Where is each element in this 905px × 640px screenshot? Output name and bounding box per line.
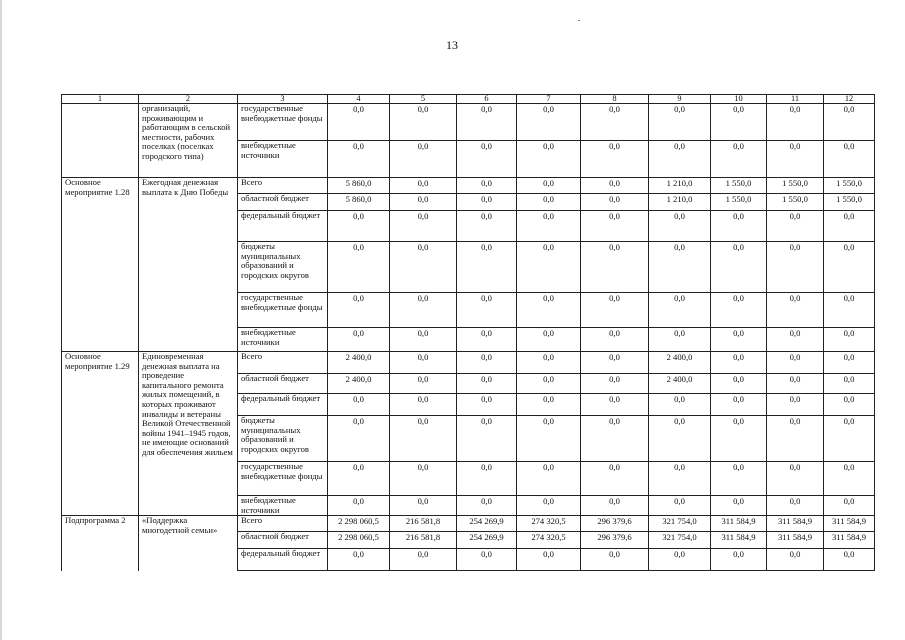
amount-cell: 0,0 xyxy=(711,549,767,571)
activity-name-cell: организаций, проживающим и работающим в сельской местности, рабочих поселках (поселках городского типа) xyxy=(139,104,238,178)
amount-cell: 216 581,8 xyxy=(390,516,457,532)
amount-cell: 0,0 xyxy=(390,242,457,293)
amount-cell: 0,0 xyxy=(649,496,711,516)
activity-cell: Основное мероприятие 1.28 xyxy=(62,178,139,352)
amount-cell: 0,0 xyxy=(649,293,711,328)
amount-cell: 321 754,0 xyxy=(649,532,711,549)
amount-cell: 0,0 xyxy=(390,194,457,211)
amount-cell: 0,0 xyxy=(649,462,711,496)
amount-cell: 0,0 xyxy=(457,194,517,211)
amount-cell: 296 379,6 xyxy=(581,516,649,532)
budget-table xyxy=(61,94,875,571)
column-number: 4 xyxy=(328,95,390,104)
amount-cell: 0,0 xyxy=(457,104,517,141)
amount-cell: 0,0 xyxy=(457,211,517,242)
column-number: 8 xyxy=(581,95,649,104)
amount-cell: 0,0 xyxy=(711,496,767,516)
amount-cell: 0,0 xyxy=(328,242,390,293)
amount-cell: 0,0 xyxy=(824,141,875,178)
amount-cell: 274 320,5 xyxy=(517,532,581,549)
funding-source-cell: Всего xyxy=(238,178,328,194)
amount-cell: 0,0 xyxy=(767,104,824,141)
amount-cell: 0,0 xyxy=(767,328,824,352)
amount-cell: 0,0 xyxy=(517,242,581,293)
amount-cell: 2 400,0 xyxy=(328,374,390,394)
amount-cell: 0,0 xyxy=(649,328,711,352)
amount-cell: 0,0 xyxy=(824,242,875,293)
amount-cell: 0,0 xyxy=(517,178,581,194)
column-number: 11 xyxy=(767,95,824,104)
amount-cell: 0,0 xyxy=(581,462,649,496)
column-number: 1 xyxy=(62,95,139,104)
amount-cell: 0,0 xyxy=(517,462,581,496)
amount-cell: 0,0 xyxy=(328,416,390,462)
amount-cell: 0,0 xyxy=(649,141,711,178)
column-number-row xyxy=(62,95,875,104)
amount-cell: 0,0 xyxy=(581,211,649,242)
amount-cell: 0,0 xyxy=(711,242,767,293)
amount-cell: 1 550,0 xyxy=(824,194,875,211)
amount-cell: 0,0 xyxy=(711,374,767,394)
amount-cell: 0,0 xyxy=(824,104,875,141)
amount-cell: 0,0 xyxy=(328,211,390,242)
amount-cell: 311 584,9 xyxy=(767,516,824,532)
table-row xyxy=(62,178,875,194)
amount-cell: 0,0 xyxy=(767,549,824,571)
amount-cell: 0,0 xyxy=(457,178,517,194)
funding-source-cell: Всего xyxy=(238,516,328,532)
amount-cell: 0,0 xyxy=(767,211,824,242)
amount-cell: 0,0 xyxy=(517,293,581,328)
amount-cell: 0,0 xyxy=(390,496,457,516)
amount-cell: 0,0 xyxy=(328,394,390,416)
amount-cell: 0,0 xyxy=(581,104,649,141)
amount-cell: 0,0 xyxy=(390,293,457,328)
amount-cell: 0,0 xyxy=(581,178,649,194)
amount-cell: 0,0 xyxy=(328,496,390,516)
amount-cell: 1 550,0 xyxy=(767,178,824,194)
funding-source-cell: областной бюджет xyxy=(238,374,328,394)
amount-cell: 0,0 xyxy=(824,352,875,374)
amount-cell: 2 400,0 xyxy=(649,352,711,374)
amount-cell: 311 584,9 xyxy=(767,532,824,549)
amount-cell: 1 210,0 xyxy=(649,178,711,194)
amount-cell: 0,0 xyxy=(328,141,390,178)
table-row xyxy=(62,104,875,141)
column-number: 9 xyxy=(649,95,711,104)
activity-cell xyxy=(62,104,139,178)
amount-cell: 0,0 xyxy=(581,352,649,374)
activity-cell: Подпрограмма 2 xyxy=(62,516,139,571)
funding-source-cell: федеральный бюджет xyxy=(238,549,328,571)
column-number: 12 xyxy=(824,95,875,104)
amount-cell: 0,0 xyxy=(390,374,457,394)
amount-cell: 2 298 060,5 xyxy=(328,532,390,549)
funding-source-cell: государственные внебюджетные фонды xyxy=(238,104,328,141)
amount-cell: 311 584,9 xyxy=(824,532,875,549)
amount-cell: 0,0 xyxy=(390,416,457,462)
amount-cell: 0,0 xyxy=(457,374,517,394)
amount-cell: 274 320,5 xyxy=(517,516,581,532)
amount-cell: 1 550,0 xyxy=(711,178,767,194)
amount-cell: 0,0 xyxy=(581,328,649,352)
amount-cell: 0,0 xyxy=(649,549,711,571)
amount-cell: 0,0 xyxy=(581,194,649,211)
amount-cell: 0,0 xyxy=(457,549,517,571)
amount-cell: 0,0 xyxy=(517,104,581,141)
amount-cell: 0,0 xyxy=(581,416,649,462)
amount-cell: 0,0 xyxy=(457,416,517,462)
amount-cell: 1 550,0 xyxy=(767,194,824,211)
amount-cell: 0,0 xyxy=(517,141,581,178)
amount-cell: 0,0 xyxy=(328,293,390,328)
amount-cell: 0,0 xyxy=(517,374,581,394)
funding-source-cell: государственные внебюджетные фонды xyxy=(238,462,328,496)
amount-cell: 0,0 xyxy=(581,394,649,416)
amount-cell: 296 379,6 xyxy=(581,532,649,549)
amount-cell: 0,0 xyxy=(457,462,517,496)
amount-cell: 0,0 xyxy=(390,394,457,416)
amount-cell: 0,0 xyxy=(767,394,824,416)
funding-source-cell: внебюджетные источники xyxy=(238,141,328,178)
amount-cell: 0,0 xyxy=(649,211,711,242)
amount-cell: 0,0 xyxy=(457,352,517,374)
activity-name-cell: Ежегодная денежная выплата к Дню Победы xyxy=(139,178,238,352)
amount-cell: 254 269,9 xyxy=(457,516,517,532)
amount-cell: 0,0 xyxy=(328,462,390,496)
amount-cell: 0,0 xyxy=(649,104,711,141)
amount-cell: 0,0 xyxy=(824,549,875,571)
amount-cell: 0,0 xyxy=(457,394,517,416)
funding-source-cell: бюджеты муниципальных образований и городских округов xyxy=(238,242,328,293)
funding-source-cell: федеральный бюджет xyxy=(238,211,328,242)
amount-cell: 0,0 xyxy=(711,416,767,462)
amount-cell: 0,0 xyxy=(517,394,581,416)
amount-cell: 5 860,0 xyxy=(328,194,390,211)
amount-cell: 0,0 xyxy=(824,496,875,516)
amount-cell: 5 860,0 xyxy=(328,178,390,194)
column-number: 2 xyxy=(139,95,238,104)
amount-cell: 0,0 xyxy=(711,328,767,352)
amount-cell: 0,0 xyxy=(328,104,390,141)
amount-cell: 311 584,9 xyxy=(711,532,767,549)
amount-cell: 0,0 xyxy=(824,328,875,352)
amount-cell: 0,0 xyxy=(649,242,711,293)
activity-cell: Основное мероприятие 1.29 xyxy=(62,352,139,516)
amount-cell: 0,0 xyxy=(581,141,649,178)
funding-source-cell: бюджеты муниципальных образований и городских округов xyxy=(238,416,328,462)
amount-cell: 0,0 xyxy=(711,394,767,416)
amount-cell: 0,0 xyxy=(824,462,875,496)
amount-cell: 0,0 xyxy=(767,374,824,394)
amount-cell: 0,0 xyxy=(390,211,457,242)
amount-cell: 2 400,0 xyxy=(328,352,390,374)
amount-cell: 0,0 xyxy=(767,141,824,178)
column-number: 7 xyxy=(517,95,581,104)
amount-cell: 0,0 xyxy=(328,328,390,352)
amount-cell: 0,0 xyxy=(767,352,824,374)
table-row xyxy=(62,516,875,532)
amount-cell: 0,0 xyxy=(390,549,457,571)
amount-cell: 0,0 xyxy=(824,211,875,242)
activity-name-cell: Единовременная денежная выплата на проведение капитального ремонта жилых помещений, в которых проживают инвалиды и ветераны Великой Отечественной войны 1941–1945 годов, не имеющие оснований для обеспечения жильем xyxy=(139,352,238,516)
amount-cell: 0,0 xyxy=(457,242,517,293)
amount-cell: 0,0 xyxy=(517,352,581,374)
amount-cell: 1 550,0 xyxy=(711,194,767,211)
amount-cell: 0,0 xyxy=(824,394,875,416)
amount-cell: 0,0 xyxy=(517,328,581,352)
amount-cell: 0,0 xyxy=(824,416,875,462)
amount-cell: 0,0 xyxy=(581,374,649,394)
amount-cell: 0,0 xyxy=(517,496,581,516)
amount-cell: 0,0 xyxy=(517,416,581,462)
amount-cell: 0,0 xyxy=(824,374,875,394)
column-number: 5 xyxy=(390,95,457,104)
funding-source-cell: внебюджетные источники xyxy=(238,496,328,516)
funding-source-cell: областной бюджет xyxy=(238,532,328,549)
amount-cell: 2 298 060,5 xyxy=(328,516,390,532)
amount-cell: 311 584,9 xyxy=(711,516,767,532)
amount-cell: 0,0 xyxy=(767,462,824,496)
amount-cell: 0,0 xyxy=(457,293,517,328)
funding-source-cell: государственные внебюджетные фонды xyxy=(238,293,328,328)
table-row xyxy=(62,352,875,374)
amount-cell: 321 754,0 xyxy=(649,516,711,532)
amount-cell: 0,0 xyxy=(517,549,581,571)
amount-cell: 0,0 xyxy=(581,242,649,293)
amount-cell: 1 210,0 xyxy=(649,194,711,211)
funding-source-cell: Всего xyxy=(238,352,328,374)
amount-cell: 0,0 xyxy=(649,416,711,462)
amount-cell: 0,0 xyxy=(581,293,649,328)
funding-source-cell: внебюджетные источники xyxy=(238,328,328,352)
activity-name-cell: «Поддержка многодетной семьи» xyxy=(139,516,238,571)
amount-cell: 0,0 xyxy=(390,328,457,352)
amount-cell: 0,0 xyxy=(711,141,767,178)
page-number: 13 xyxy=(446,38,458,52)
column-number: 10 xyxy=(711,95,767,104)
amount-cell: 0,0 xyxy=(390,104,457,141)
amount-cell: 0,0 xyxy=(711,104,767,141)
scan-speck xyxy=(578,20,580,21)
amount-cell: 254 269,9 xyxy=(457,532,517,549)
amount-cell: 0,0 xyxy=(711,293,767,328)
amount-cell: 0,0 xyxy=(390,178,457,194)
amount-cell: 216 581,8 xyxy=(390,532,457,549)
amount-cell: 0,0 xyxy=(328,549,390,571)
amount-cell: 0,0 xyxy=(457,141,517,178)
amount-cell: 0,0 xyxy=(457,328,517,352)
amount-cell: 2 400,0 xyxy=(649,374,711,394)
amount-cell: 0,0 xyxy=(581,549,649,571)
amount-cell: 0,0 xyxy=(711,462,767,496)
funding-source-cell: федеральный бюджет xyxy=(238,394,328,416)
amount-cell: 0,0 xyxy=(767,242,824,293)
funding-source-cell: областной бюджет xyxy=(238,194,328,211)
amount-cell: 0,0 xyxy=(581,496,649,516)
amount-cell: 0,0 xyxy=(390,462,457,496)
column-number: 3 xyxy=(238,95,328,104)
amount-cell: 0,0 xyxy=(767,416,824,462)
amount-cell: 311 584,9 xyxy=(824,516,875,532)
amount-cell: 1 550,0 xyxy=(824,178,875,194)
amount-cell: 0,0 xyxy=(649,394,711,416)
amount-cell: 0,0 xyxy=(711,211,767,242)
amount-cell: 0,0 xyxy=(711,352,767,374)
amount-cell: 0,0 xyxy=(457,496,517,516)
amount-cell: 0,0 xyxy=(767,293,824,328)
column-number: 6 xyxy=(457,95,517,104)
amount-cell: 0,0 xyxy=(767,496,824,516)
amount-cell: 0,0 xyxy=(390,141,457,178)
amount-cell: 0,0 xyxy=(517,211,581,242)
amount-cell: 0,0 xyxy=(824,293,875,328)
amount-cell: 0,0 xyxy=(517,194,581,211)
scan-edge xyxy=(0,0,2,640)
amount-cell: 0,0 xyxy=(390,352,457,374)
